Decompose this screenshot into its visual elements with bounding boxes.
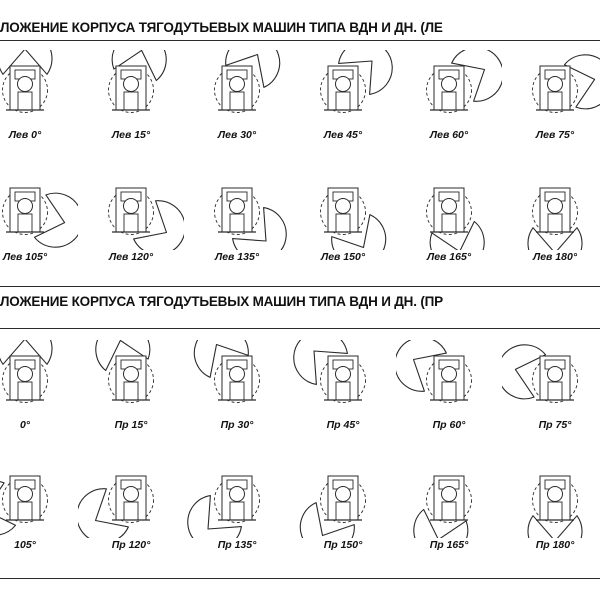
title-divider-left	[0, 40, 600, 41]
fan-casing-figure	[290, 340, 396, 418]
figure-cell[interactable]	[184, 340, 290, 431]
figure-cell[interactable]	[396, 50, 502, 141]
figure-cell[interactable]	[78, 172, 184, 263]
fan-casing-figure	[0, 340, 78, 418]
figure-cell[interactable]	[396, 340, 502, 431]
figure-cell[interactable]	[0, 50, 78, 141]
fan-casing-figure	[78, 460, 184, 538]
figure-cell[interactable]	[184, 50, 290, 141]
figure-caption: Лев 45°	[323, 129, 363, 141]
figure-caption: Пр 135°	[217, 539, 257, 551]
figure-cell[interactable]	[184, 172, 290, 263]
figure-caption: Пр 60°	[432, 419, 466, 431]
figure-caption: Лев 135°	[214, 251, 260, 263]
fan-casing-figure	[184, 172, 290, 250]
fan-casing-figure	[184, 460, 290, 538]
figure-cell[interactable]	[502, 340, 600, 431]
fan-casing-figure	[184, 340, 290, 418]
figure-caption: Пр 120°	[111, 539, 151, 551]
fan-casing-figure	[184, 50, 290, 128]
title-divider-right	[0, 328, 600, 329]
figure-caption: Лев 30°	[217, 129, 257, 141]
figure-cell[interactable]	[184, 460, 290, 551]
figure-cell[interactable]	[0, 340, 78, 431]
figure-caption: Лев 75°	[535, 129, 575, 141]
fan-casing-figure	[0, 50, 78, 128]
section-title-right: ЛОЖЕНИЕ КОРПУСА ТЯГОДУТЬЕВЫХ МАШИН ТИПА ВДН И ДН. (ПР	[0, 294, 443, 309]
section-title-left: ЛОЖЕНИЕ КОРПУСА ТЯГОДУТЬЕВЫХ МАШИН ТИПА ВДН И ДН. (ЛЕ	[0, 20, 443, 35]
figure-row-left-1	[0, 50, 600, 141]
fan-casing-figure	[0, 460, 78, 538]
section-header-right	[0, 294, 600, 309]
figure-caption: Лев 165°	[426, 251, 472, 263]
figure-caption: Пр 75°	[538, 419, 572, 431]
figure-row-right-2	[0, 460, 600, 551]
figure-cell[interactable]	[290, 340, 396, 431]
figure-cell[interactable]	[396, 460, 502, 551]
figure-caption: 0°	[19, 419, 31, 431]
figure-caption: Пр 150°	[323, 539, 363, 551]
figure-caption: Лев 180°	[532, 251, 578, 263]
fan-casing-figure	[290, 50, 396, 128]
figure-caption: 105°	[14, 539, 36, 551]
fan-casing-figure	[396, 340, 502, 418]
figure-caption: Лев 60°	[429, 129, 469, 141]
figure-cell[interactable]	[502, 172, 600, 263]
figure-caption: Пр 15°	[114, 419, 148, 431]
fan-casing-figure	[0, 172, 78, 250]
figure-caption: Пр 30°	[220, 419, 254, 431]
figure-cell[interactable]	[290, 172, 396, 263]
figure-caption: Лев 15°	[111, 129, 151, 141]
figure-cell[interactable]	[78, 50, 184, 141]
figure-cell[interactable]	[290, 460, 396, 551]
figure-caption: Пр 165°	[429, 539, 469, 551]
fan-casing-figure	[502, 460, 600, 538]
fan-casing-figure	[78, 340, 184, 418]
fan-casing-figure	[502, 172, 600, 250]
figure-cell[interactable]	[502, 460, 600, 551]
bottom-divider	[0, 578, 600, 579]
figure-cell[interactable]	[396, 172, 502, 263]
figure-cell[interactable]	[78, 340, 184, 431]
fan-casing-figure	[396, 460, 502, 538]
figure-row-left-2	[0, 172, 600, 263]
fan-casing-figure	[502, 50, 600, 128]
fan-casing-figure	[396, 172, 502, 250]
figure-cell[interactable]	[0, 172, 78, 263]
fan-casing-figure	[290, 460, 396, 538]
fan-casing-figure	[78, 172, 184, 250]
figure-caption: Пр 45°	[326, 419, 360, 431]
figure-row-right-1	[0, 340, 600, 431]
fan-casing-figure	[396, 50, 502, 128]
figure-cell[interactable]	[0, 460, 78, 551]
figure-cell[interactable]	[78, 460, 184, 551]
figure-caption: Пр 180°	[535, 539, 575, 551]
section-header-left	[0, 20, 600, 35]
figure-cell[interactable]	[290, 50, 396, 141]
figure-caption: Лев 105°	[2, 251, 48, 263]
fan-casing-figure	[502, 340, 600, 418]
figure-caption: Лев 150°	[320, 251, 366, 263]
figure-cell[interactable]	[502, 50, 600, 141]
fan-casing-figure	[290, 172, 396, 250]
fan-casing-figure	[78, 50, 184, 128]
section-divider	[0, 286, 600, 287]
figure-caption: Лев 120°	[108, 251, 154, 263]
figure-caption: Лев 0°	[8, 129, 42, 141]
